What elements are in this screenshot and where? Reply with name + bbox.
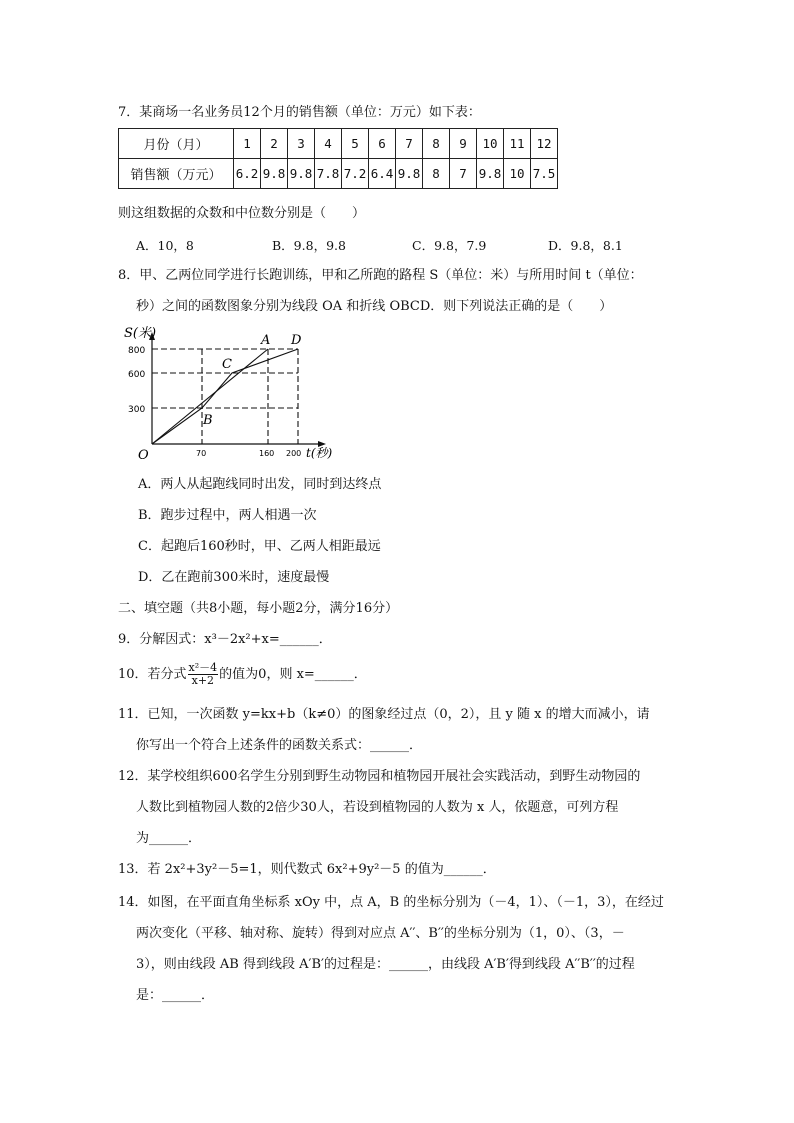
- q10-suffix: 的值为0，则 x=______．: [219, 667, 367, 682]
- option-b: B．9.8，9.8: [272, 238, 346, 253]
- table-cell: 10: [504, 159, 531, 189]
- q14-line2: 两次变化（平移、轴对称、旋转）得到对应点 A′′、B′′的坐标分别为（1，0）、（3，－: [136, 926, 625, 941]
- month-header: 月份（月）: [119, 129, 234, 159]
- fraction-denominator: x+2: [191, 674, 215, 687]
- table-cell: 7: [450, 159, 477, 189]
- table-cell: 11: [504, 129, 531, 159]
- q12-line1: 12．某学校组织600名学生分别到野生动物园和植物园开展社会实践活动，到野生动物园的: [118, 769, 641, 784]
- point-a-label: A: [261, 333, 271, 348]
- q7-stem: 7．某商场一名业务员12个月的销售额（单位：万元）如下表：: [118, 105, 481, 120]
- table-cell: 9.8: [396, 159, 423, 189]
- q8-line1: 8．甲、乙两位同学进行长跑训练，甲和乙所跑的路程 S（单位：米）与所用时间 t（单位：: [118, 268, 643, 283]
- q8-option-b: B．跑步过程中，两人相遇一次: [138, 508, 317, 523]
- fraction-numerator: x²－4: [188, 661, 218, 674]
- q12-line2: 人数比到植物园人数的2倍少30人，若设到植物园的人数为 x 人，依题意，可列方程: [136, 800, 619, 815]
- segment-oa: [152, 349, 268, 444]
- table-cell: 1: [234, 129, 261, 159]
- table-cell: 6.4: [369, 159, 396, 189]
- q12-line3: 为______．: [136, 831, 202, 846]
- y-tick-label: 800: [128, 346, 146, 356]
- x-tick-label: 160: [259, 449, 275, 458]
- x-tick-label: 200: [286, 449, 302, 458]
- table-cell: 5: [342, 129, 369, 159]
- q11-line1: 11．已知，一次函数 y=kx+b（k≠0）的图象经过点（0，2），且 y 随 x 的增大而减小，请: [118, 707, 650, 722]
- table-cell: 2: [261, 129, 288, 159]
- q14-line3: 3），则由线段 AB 得到线段 A′B′的过程是：______，由线段 A′B′得到线段 A′′B′′的过程: [136, 957, 635, 972]
- table-cell: 9.8: [477, 159, 504, 189]
- q10-fraction: [188, 662, 219, 687]
- point-d-label: D: [291, 333, 302, 348]
- q8-option-c: C．起跑后160秒时，甲、乙两人相距最远: [138, 539, 381, 554]
- q7-question: 则这组数据的众数和中位数分别是（ ）: [118, 206, 366, 221]
- table-cell: 4: [315, 129, 342, 159]
- option-d: D．9.8，8.1: [548, 238, 623, 253]
- q14-line1: 14．如图，在平面直角坐标系 xOy 中，点 A，B 的坐标分别为（－4，1）、（－1，3），在经过: [118, 895, 664, 910]
- q9: 9．分解因式：x³－2x²+x=______．: [118, 632, 332, 647]
- option-c: C．9.8，7.9: [412, 238, 487, 253]
- distance-time-graph: [120, 322, 332, 468]
- y-tick-label: 300: [128, 405, 146, 415]
- table-cell: 9.8: [261, 159, 288, 189]
- point-b-label: B: [203, 413, 213, 428]
- sales-header: 销售额（万元）: [119, 159, 234, 189]
- table-cell: 7.2: [342, 159, 369, 189]
- table-cell: 7.8: [315, 159, 342, 189]
- table-cell: 8: [423, 159, 450, 189]
- origin-label: O: [138, 448, 149, 463]
- table-cell: 8: [423, 129, 450, 159]
- option-a: A．10，8: [136, 238, 194, 253]
- q8-option-a: A．两人从起跑线同时出发，同时到达终点: [138, 477, 382, 492]
- q8-option-d: D．乙在跑前300米时，速度最慢: [138, 570, 330, 585]
- table-cell: 6.2: [234, 159, 261, 189]
- x-axis-label: t(秒): [306, 446, 332, 460]
- table-cell: 7.5: [531, 159, 558, 189]
- table-cell: 9.8: [288, 159, 315, 189]
- q10-prefix: 10．若分式: [118, 667, 187, 682]
- table-cell: 10: [477, 129, 504, 159]
- q11-line2: 你写出一个符合上述条件的函数关系式：______．: [136, 738, 423, 753]
- y-tick-label: 600: [128, 370, 146, 380]
- sales-table: [118, 128, 558, 189]
- table-cell: 12: [531, 129, 558, 159]
- q8-line2: 秒）之间的函数图象分别为线段 OA 和折线 OBCD．则下列说法正确的是（ ）: [136, 299, 613, 314]
- q14-line4: 是：______．: [136, 988, 215, 1003]
- table-row: [119, 129, 558, 159]
- y-axis-label: S(米): [124, 326, 157, 341]
- q13: 13．若 2x²+3y²－5=1，则代数式 6x²+9y²－5 的值为______．: [118, 862, 496, 877]
- table-cell: 6: [369, 129, 396, 159]
- point-c-label: C: [222, 357, 232, 372]
- x-tick-label: 70: [196, 449, 207, 458]
- q10: [118, 662, 367, 688]
- table-row: [119, 159, 558, 189]
- section-heading: 二、填空题（共8小题，每小题2分，满分16分）: [118, 601, 399, 616]
- table-cell: 3: [288, 129, 315, 159]
- table-cell: 9: [450, 129, 477, 159]
- table-cell: 7: [396, 129, 423, 159]
